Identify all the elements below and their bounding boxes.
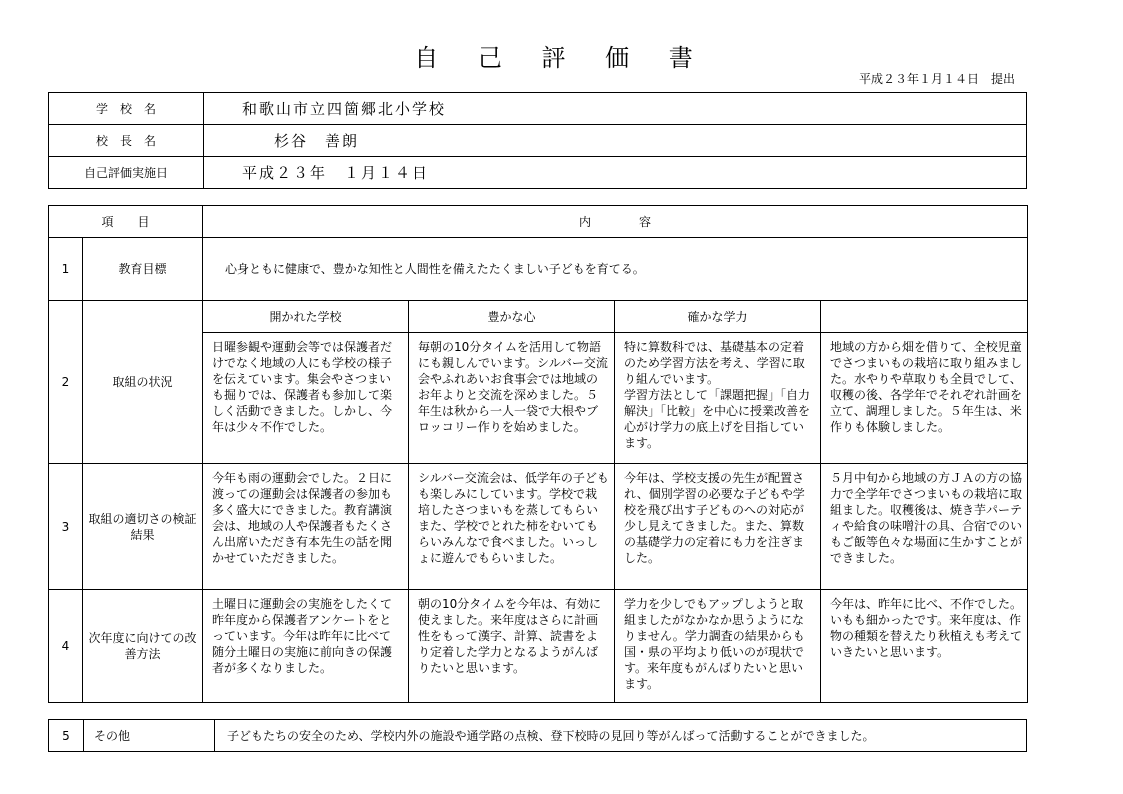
text-cell: 毎朝の10分タイムを活用して物語にも親しんでいます。シルバー交流会やふれあいお食事会では地域のお年よりと交流を深めました。５年生は秋から一人一袋で大根やブロッコリー作りを始めました。 (409, 333, 615, 464)
row-item: その他 (84, 720, 215, 752)
text-cell: 土曜日に運動会の実施をしたくて昨年度から保護者アンケートをとっています。今年は昨年に比べて随分土曜日の実施に前向きの保護者が多くなりました。 (203, 590, 409, 703)
subheader-open-school: 開かれた学校 (203, 301, 409, 333)
table-header-row (49, 206, 1028, 238)
subheader-blank (821, 301, 1028, 333)
evaluation-date-value: 平成２３年 １月１４日 (204, 157, 1027, 189)
info-row-school (49, 93, 1027, 125)
row-item: 次年度に向けての改善方法 (83, 590, 203, 703)
row-number: 2 (49, 301, 83, 464)
table-row (49, 720, 1027, 752)
school-name-label: 学 校 名 (49, 93, 204, 125)
text-cell: 朝の10分タイムを今年は、有効に使えました。来年度はさらに計画性をもって漢字、計算、読書をより定着した学力となるようがんばりたいと思います。 (409, 590, 615, 703)
row-number: 5 (49, 720, 84, 752)
row-number: 1 (49, 238, 83, 301)
school-name-value: 和歌山市立四箇郷北小学校 (204, 93, 1027, 125)
table-row (49, 238, 1028, 301)
text-cell: シルバー交流会は、低学年の子どもも楽しみにしています。学校で栽培したさつまいもを蒸してもらいまた、学校でとれた柿をむいてもらいみんなで食べました。いっしょに遊んでもらいました。 (409, 464, 615, 590)
text-cell: 学力を少しでもアップしようと取組ましたがなかなか思うようになりません。学力調査の結果からも国・県の平均より低いのが現状です。来年度もがんばりたいと思います。 (615, 590, 821, 703)
evaluation-table (48, 205, 1028, 703)
subheader-rich-heart: 豊かな心 (409, 301, 615, 333)
other-table (48, 719, 1027, 752)
table-row (49, 590, 1028, 703)
text-cell: 今年は、学校支援の先生が配置され、個別学習の必要な子どもや学校を飛び出す子どものへの対応が少し見えてきました。また、算数の基礎学力の定着にも力を注ぎました。 (615, 464, 821, 590)
text-cell: 地域の方から畑を借りて、全校児童でさつまいもの栽培に取り組みました。水やりや草取りも全員でして、収穫の後、各学年でそれぞれ計画を立て、調理しました。５年生は、米作りも体験しました。 (821, 333, 1028, 464)
text-cell: 今年も雨の運動会でした。２日に渡っての運動会は保護者の参加も多く盛大にできました。教育講演会は、地域の人や保護者もたくさん出席いただき有本先生の話を聞かせていただきました。 (203, 464, 409, 590)
row-number: 3 (49, 464, 83, 590)
other-text: 子どもたちの安全のため、学校内外の施設や通学路の点検、登下校時の見回り等がんばって活動することができました。 (215, 720, 1027, 752)
educational-goal-text: 心身ともに健康で、豊かな知性と人間性を備えたたくましい子どもを育てる。 (203, 238, 1028, 301)
principal-name-label: 校 長 名 (49, 125, 204, 157)
row-item: 教育目標 (83, 238, 203, 301)
text-cell: 日曜参観や運動会等では保護者だけでなく地域の人にも学校の様子を伝えています。集会やさつまいも掘りでは、保護者も参加して楽しく活動できました。しかし、今年は少々不作でした。 (203, 333, 409, 464)
row-item: 取組の適切さの検証結果 (83, 464, 203, 590)
info-row-date (49, 157, 1027, 189)
row-item: 取組の状況 (83, 301, 203, 464)
text-cell: 特に算数科では、基礎基本の定着のため学習方法を考え、学習に取り組んでいます。 学習方法として「課題把握」「自力解決」「比較」を中心に授業改善を心がけ学力の底上げを目指しています。 (615, 333, 821, 464)
text-cell: ５月中旬から地域の方ＪＡの方の協力で全学年でさつまいもの栽培に取組ました。収穫後は、焼き芋パーティや給食の味噌汁の具、合宿でのいもご飯等色々な場面に生かすことができました。 (821, 464, 1028, 590)
subheader-solid-ability: 確かな学力 (615, 301, 821, 333)
subheader-row (49, 301, 1028, 333)
row-number: 4 (49, 590, 83, 703)
school-info-table (48, 92, 1027, 189)
header-item: 項 目 (49, 206, 203, 238)
info-row-principal (49, 125, 1027, 157)
document-title: 自 己 評 価 書 (414, 44, 709, 72)
evaluation-date-label: 自己評価実施日 (49, 157, 204, 189)
text-cell: 今年は、昨年に比べ、不作でした。いもも細かったです。来年度は、作物の種類を替えたり秋植えも考えていきたいと思います。 (821, 590, 1028, 703)
header-content: 内 容 (203, 206, 1028, 238)
submission-date: 平成２３年１月１４日 提出 (858, 72, 1015, 86)
principal-name-value: 杉谷 善朗 (204, 125, 1027, 157)
table-row (49, 464, 1028, 590)
